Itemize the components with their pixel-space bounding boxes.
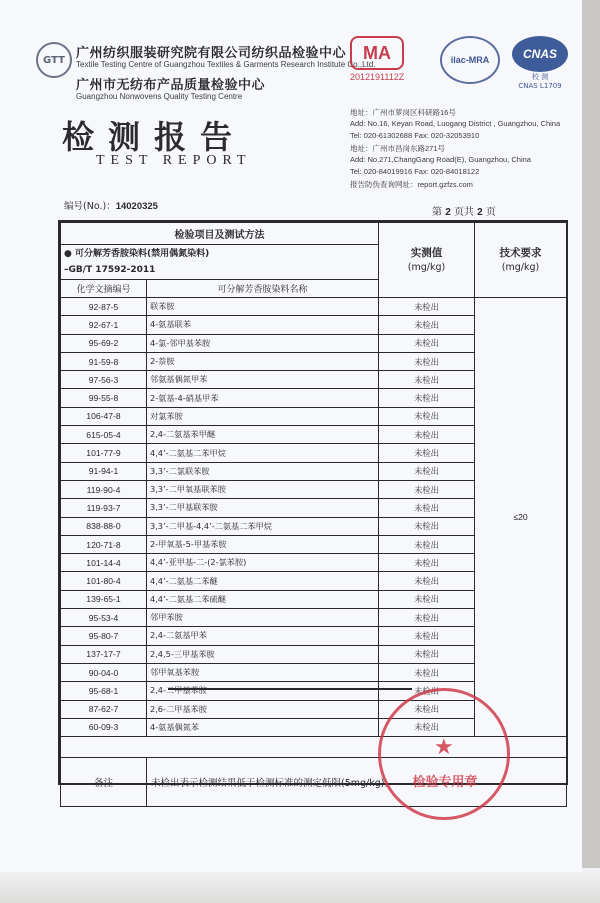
seal-star-icon: ★ xyxy=(434,735,454,760)
result-value: 未检出 xyxy=(379,682,475,700)
page-total: 2 xyxy=(477,207,483,218)
amine-name: 联苯胺 xyxy=(147,298,379,316)
page-suffix: 页 xyxy=(485,207,496,218)
cnas-mark xyxy=(512,36,568,90)
cas-number: 95-80-7 xyxy=(61,627,147,645)
result-value: 未检出 xyxy=(379,718,475,736)
cas-number: 101-14-4 xyxy=(61,554,147,572)
cas-number: 95-68-1 xyxy=(61,682,147,700)
table-row xyxy=(61,298,567,316)
amine-name: 2,4-二氨基苯甲醚 xyxy=(147,426,379,444)
header-requirement xyxy=(475,223,567,298)
cas-number: 99-55-8 xyxy=(61,389,147,407)
header-requirement-label: 技术要求 xyxy=(499,246,542,259)
result-value: 未检出 xyxy=(379,334,475,352)
address-line: Add: No.271,ChangGang Road(E), Guangzhou, China xyxy=(350,155,531,164)
cas-number: 106-47-8 xyxy=(61,407,147,425)
org-name-en: Textile Testing Centre of Guangzhou Textiles & Garments Research Institute Co.,Ltd. xyxy=(76,60,376,69)
cas-number: 95-53-4 xyxy=(61,609,147,627)
logo-text: GTT xyxy=(43,54,65,66)
results-table-frame xyxy=(58,220,568,790)
cas-number: 91-94-1 xyxy=(61,462,147,480)
cas-number: 87-62-7 xyxy=(61,700,147,718)
signature-divider xyxy=(168,688,412,690)
result-value: 未检出 xyxy=(379,609,475,627)
result-value: 未检出 xyxy=(379,554,475,572)
result-value: 未检出 xyxy=(379,298,475,316)
test-method: ● 可分解芳香胺染料(禁用偶氮染料) –GB/T 17592-2011 xyxy=(61,245,379,280)
amine-name: 4,4’-二氨基二苯硫醚 xyxy=(147,590,379,608)
amine-name: 3,3’-二甲基联苯胺 xyxy=(147,499,379,517)
result-value: 未检出 xyxy=(379,407,475,425)
underlying-page-bottom xyxy=(0,868,600,903)
col-name-header: 可分解芳香胺染料名称 xyxy=(147,280,379,298)
address-line: 地址：广州市昌岗东路271号 xyxy=(350,144,446,153)
cnas-logo: CNAS xyxy=(512,36,568,72)
amine-name: 4,4’-亚甲基-二-(2-氯苯胺) xyxy=(147,554,379,572)
cnas-number: CNAS L1709 xyxy=(518,82,562,90)
amine-name: 2,4,5-三甲基苯胺 xyxy=(147,645,379,663)
ilac-logo: ilac-MRA xyxy=(440,36,500,84)
result-value: 未检出 xyxy=(379,444,475,462)
cma-mark xyxy=(350,36,404,82)
result-value: 未检出 xyxy=(379,590,475,608)
cas-number: 90-04-0 xyxy=(61,663,147,681)
amine-name: 4,4’-二氨基二苯甲烷 xyxy=(147,444,379,462)
org-logo xyxy=(36,42,72,78)
address-line: Add: No.16, Keyan Road, Luogang District , Guangzhou, China xyxy=(350,119,561,128)
ilac-mark xyxy=(440,36,500,84)
cma-logo: MA xyxy=(350,36,404,70)
amine-name: 2-氨基-4-硝基甲苯 xyxy=(147,389,379,407)
inspection-seal xyxy=(378,688,510,820)
result-value: 未检出 xyxy=(379,426,475,444)
cas-number: 95-69-2 xyxy=(61,334,147,352)
amine-name: 3,3’-二甲氧基联苯胺 xyxy=(147,480,379,498)
amine-name: 4-氨基联苯 xyxy=(147,316,379,334)
cas-number: 91-59-8 xyxy=(61,352,147,370)
result-value: 未检出 xyxy=(379,517,475,535)
result-value: 未检出 xyxy=(379,572,475,590)
report-title-en: TEST REPORT xyxy=(96,153,252,168)
method-standard: –GB/T 17592-2011 xyxy=(64,265,156,275)
result-value: 未检出 xyxy=(379,371,475,389)
amine-name: 3,3’-二氯联苯胺 xyxy=(147,462,379,480)
result-value: 未检出 xyxy=(379,535,475,553)
seal-text: 检验专用章 xyxy=(412,775,478,790)
cas-number: 119-90-4 xyxy=(61,480,147,498)
amine-name: 4-氨基偶氮苯 xyxy=(147,718,379,736)
amine-name: 2-萘胺 xyxy=(147,352,379,370)
cas-number: 120-71-8 xyxy=(61,535,147,553)
amine-name: 2,6-二甲基苯胺 xyxy=(147,700,379,718)
org2-name-cn: 广州市无纺布产品质量检验中心 xyxy=(76,78,266,93)
header-result-label: 实测值 xyxy=(410,246,443,259)
result-value: 未检出 xyxy=(379,645,475,663)
amine-name: 2,4-二氨基甲苯 xyxy=(147,627,379,645)
amine-name: 4,4’-二氨基二苯醚 xyxy=(147,572,379,590)
amine-name: 4-氯-邻甲基苯胺 xyxy=(147,334,379,352)
report-header xyxy=(0,0,582,200)
header-test-items: 检验项目及测试方法 xyxy=(61,223,379,245)
contact-line: Tel: 020-84019916 Fax: 020-84018122 xyxy=(350,167,480,176)
cas-number: 60-09-3 xyxy=(61,718,147,736)
amine-name: 2-甲氧基-5-甲基苯胺 xyxy=(147,535,379,553)
result-value: 未检出 xyxy=(379,663,475,681)
cas-number: 92-87-5 xyxy=(61,298,147,316)
report-number-label: 编号(No.)： xyxy=(64,201,116,212)
org-name-cn: 广州纺织服装研究院有限公司纺织品检验中心 xyxy=(76,46,347,61)
result-value: 未检出 xyxy=(379,389,475,407)
amine-name: 2,4-二甲基苯胺 xyxy=(147,682,379,700)
cas-number: 101-80-4 xyxy=(61,572,147,590)
page-prefix: 第 xyxy=(432,207,442,218)
cas-number: 119-93-7 xyxy=(61,499,147,517)
result-value: 未检出 xyxy=(379,700,475,718)
contact-line: Tel: 020-61302688 Fax: 020-32053910 xyxy=(350,131,480,140)
requirement-value: ≤20 xyxy=(475,298,567,737)
result-value: 未检出 xyxy=(379,499,475,517)
method-name: 可分解芳香胺染料(禁用偶氮染料) xyxy=(75,249,210,259)
report-number xyxy=(64,198,158,212)
report-title-cn: 检测报告 xyxy=(62,118,247,156)
header-result-unit: (mg/kg) xyxy=(407,261,446,273)
cas-number: 137-17-7 xyxy=(61,645,147,663)
verify-url: 报告防伪查询网址：report.gzfzs.com xyxy=(350,180,473,189)
amine-name: 对氯苯胺 xyxy=(147,407,379,425)
result-value: 未检出 xyxy=(379,316,475,334)
cnas-sub: 校 测 xyxy=(531,73,549,81)
result-value: 未检出 xyxy=(379,462,475,480)
cas-number: 97-56-3 xyxy=(61,371,147,389)
note-label: 备注 xyxy=(61,758,147,807)
col-cas-header: 化学文摘编号 xyxy=(61,280,147,298)
page-mid: 页共 xyxy=(453,207,474,218)
cas-number: 139-65-1 xyxy=(61,590,147,608)
amine-name: 邻甲氧基苯胺 xyxy=(147,663,379,681)
cas-number: 838-88-0 xyxy=(61,517,147,535)
page-current: 2 xyxy=(445,207,451,218)
cma-number: 2012191112Z xyxy=(350,72,405,82)
address-line: 地址：广州市萝岗区科研路16号 xyxy=(350,108,456,117)
amine-name: 邻甲苯胺 xyxy=(147,609,379,627)
cas-number: 615-05-4 xyxy=(61,426,147,444)
header-requirement-unit: (mg/kg) xyxy=(501,261,540,273)
org2-name-en: Guangzhou Nonwovens Quality Testing Centre xyxy=(76,92,243,101)
cas-number: 101-77-9 xyxy=(61,444,147,462)
amine-name: 3,3’-二甲基-4,4’-二氨基二苯甲烷 xyxy=(147,517,379,535)
page-indicator xyxy=(432,203,496,218)
cas-number: 92-67-1 xyxy=(61,316,147,334)
result-value: 未检出 xyxy=(379,352,475,370)
header-result xyxy=(379,223,475,298)
report-number-value: 14020325 xyxy=(115,201,158,212)
note-text: 未检出表示检测结果低于检测标准的测定低限(5mg/kg)。 xyxy=(147,758,567,807)
amine-name: 邻氨基偶氮甲苯 xyxy=(147,371,379,389)
result-value: 未检出 xyxy=(379,627,475,645)
result-value: 未检出 xyxy=(379,480,475,498)
